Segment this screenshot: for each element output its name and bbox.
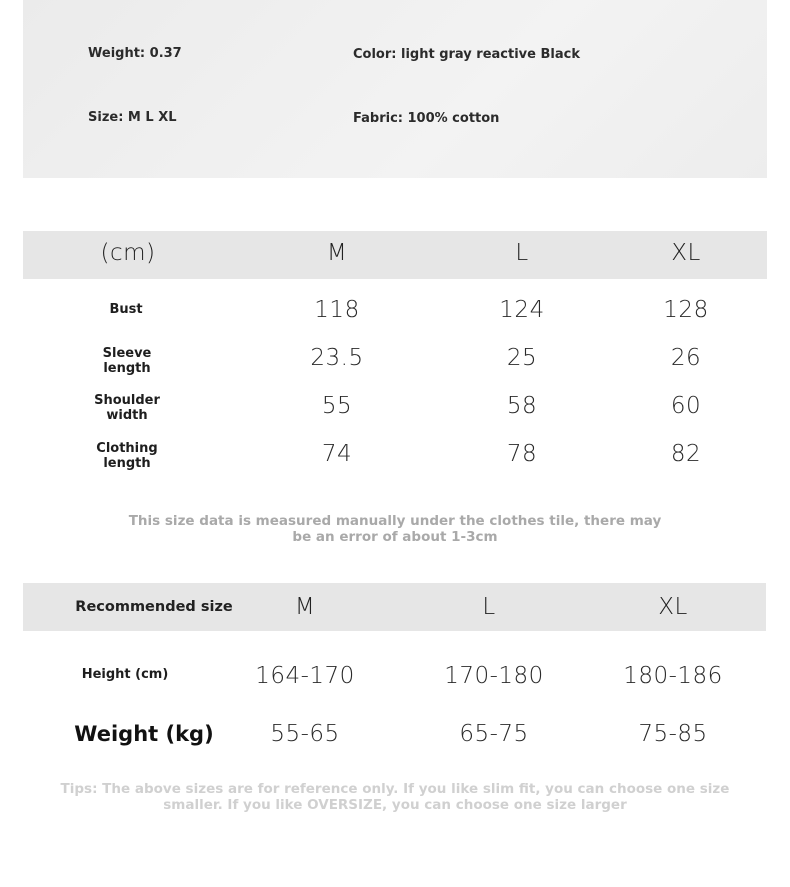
size-info: Size: M L XL (88, 110, 177, 125)
size-tips: Tips: The above sizes are for reference only. If you like slim fit, you can choose one size smaller. If you like OVERSIZE, you can choose one size larger (60, 781, 730, 813)
shoulder-xl: 60 (670, 393, 702, 419)
unit-header: (cm) (100, 240, 156, 266)
shoulder-m: 55 (321, 393, 353, 419)
row-label-bust: Bust (109, 302, 143, 317)
measurement-note: This size data is measured manually under the clothes tile, there may be an error of about 1-3cm (128, 513, 662, 545)
bust-l: 124 (499, 297, 545, 323)
height-m: 164-170 (255, 663, 355, 689)
sleeve-l: 25 (506, 345, 538, 371)
row-label-shoulder-width: Shoulder width (94, 393, 160, 423)
recommend-column-xl: XL (658, 594, 688, 620)
weight-m: 55-65 (270, 721, 340, 747)
shoulder-l: 58 (506, 393, 538, 419)
row-label-sleeve-length: Sleeve length (102, 346, 152, 376)
sleeve-m: 23.5 (310, 345, 364, 371)
weight-info: Weight: 0.37 (88, 46, 182, 61)
length-m: 74 (321, 441, 353, 467)
recommend-column-l: L (482, 594, 496, 620)
weight-xl: 75-85 (638, 721, 708, 747)
recommended-size-header: Recommended size (75, 599, 233, 615)
height-l: 170-180 (444, 663, 544, 689)
fabric-info: Fabric: 100% cotton (353, 111, 500, 126)
length-l: 78 (506, 441, 538, 467)
height-xl: 180-186 (623, 663, 723, 689)
size-column-m: M (326, 240, 348, 266)
row-label-height: Height (cm) (81, 667, 169, 682)
row-label-weight: Weight (kg) (74, 722, 214, 746)
recommend-column-m: M (294, 594, 316, 620)
row-label-clothing-length: Clothing length (96, 441, 158, 471)
bust-m: 118 (314, 297, 360, 323)
size-column-l: L (515, 240, 529, 266)
color-info: Color: light gray reactive Black (353, 47, 580, 62)
length-xl: 82 (670, 441, 702, 467)
sleeve-xl: 26 (670, 345, 702, 371)
size-column-xl: XL (671, 240, 701, 266)
product-info-panel (23, 0, 767, 178)
weight-l: 65-75 (459, 721, 529, 747)
bust-xl: 128 (663, 297, 709, 323)
